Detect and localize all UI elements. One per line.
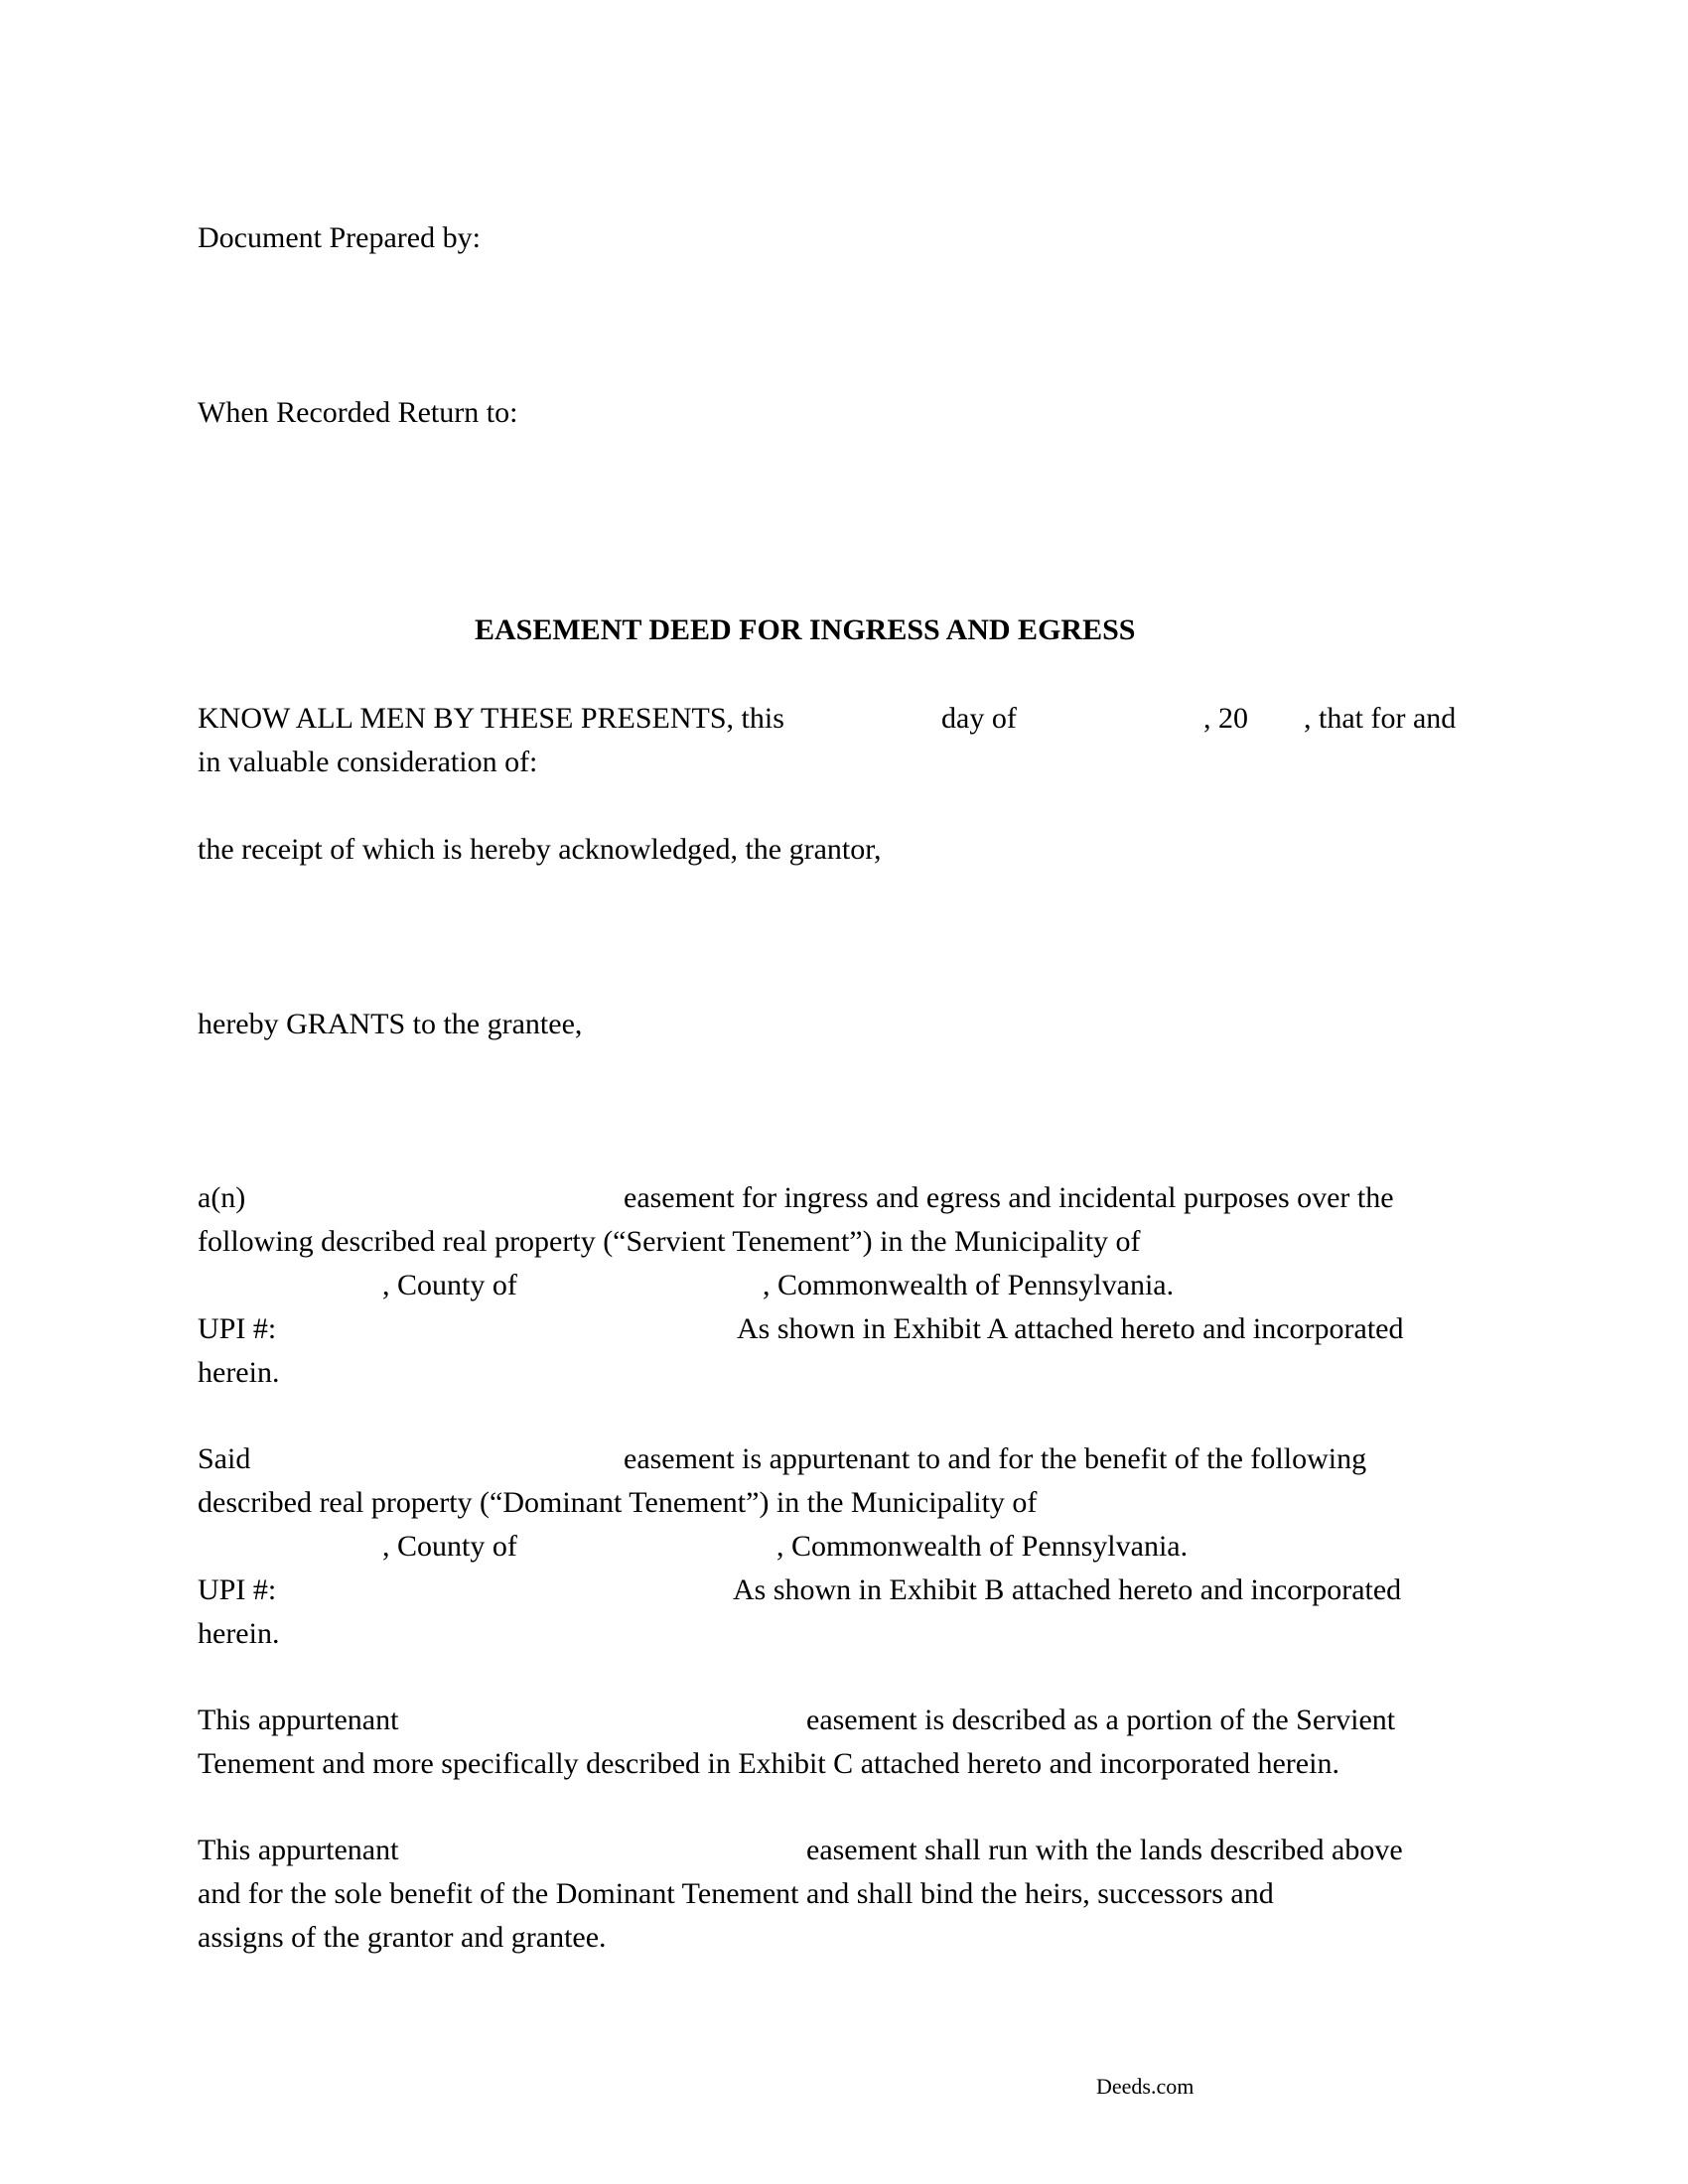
described-line1: easement is described as a portion of the Servient <box>806 1704 1396 1736</box>
dominant-exhibit-b: As shown in Exhibit B attached hereto and incorporated <box>733 1573 1402 1606</box>
dominant-herein: herein. <box>198 1617 280 1650</box>
servient-herein: herein. <box>198 1356 280 1389</box>
intro-day-of: day of <box>941 702 1017 735</box>
dominant-upi-label: UPI #: <box>198 1573 277 1606</box>
return-to-label: When Recorded Return to: <box>198 396 518 429</box>
intro-year: , 20 <box>1203 702 1248 735</box>
intro-know-all: KNOW ALL MEN BY THESE PRESENTS, this <box>198 702 784 735</box>
prepared-by-label: Document Prepared by: <box>198 221 481 254</box>
dominant-commonwealth: , Commonwealth of Pennsylvania. <box>776 1530 1189 1563</box>
servient-upi-label: UPI #: <box>198 1312 277 1345</box>
run-with-line3: assigns of the grantor and grantee. <box>198 1921 607 1954</box>
intro-that-for-and: , that for and <box>1304 702 1457 735</box>
footer-brand: Deeds.com <box>1096 2074 1195 2099</box>
described-line2: Tenement and more specifically described in Exhibit C attached hereto and incorporated herein. <box>198 1747 1339 1780</box>
run-with-line1: easement shall run with the lands described above <box>806 1834 1403 1866</box>
servient-commonwealth: , Commonwealth of Pennsylvania. <box>763 1269 1175 1301</box>
run-with-lead: This appurtenant <box>198 1834 399 1866</box>
document-title: EASEMENT DEED FOR INGRESS AND EGRESS <box>475 614 1136 646</box>
receipt-clause: the receipt of which is hereby acknowledged, the grantor, <box>198 833 882 866</box>
servient-county: , County of <box>382 1269 517 1301</box>
dominant-line2: described real property (“Dominant Tenement”) in the Municipality of <box>198 1486 1038 1519</box>
servient-exhibit-a: As shown in Exhibit A attached hereto and incorporated <box>737 1312 1404 1345</box>
dominant-said: Said <box>198 1442 251 1475</box>
intro-consideration: in valuable consideration of: <box>198 746 538 778</box>
servient-a-n: a(n) <box>198 1181 246 1214</box>
dominant-county: , County of <box>382 1530 517 1563</box>
servient-line2: following described real property (“Servient Tenement”) in the Municipality of <box>198 1225 1141 1258</box>
dominant-line1: easement is appurtenant to and for the benefit of the following <box>624 1442 1367 1475</box>
grants-clause: hereby GRANTS to the grantee, <box>198 1008 583 1040</box>
run-with-line2: and for the sole benefit of the Dominant Tenement and shall bind the heirs, successors and <box>198 1877 1274 1910</box>
described-lead: This appurtenant <box>198 1704 399 1736</box>
servient-line1: easement for ingress and egress and incidental purposes over the <box>624 1181 1394 1214</box>
